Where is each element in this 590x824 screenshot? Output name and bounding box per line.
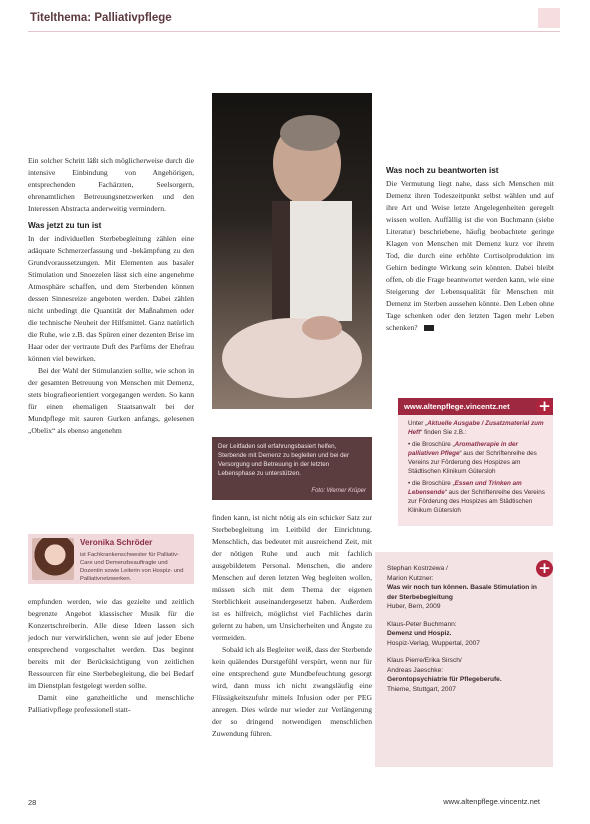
- literature-box: [375, 552, 553, 767]
- lit-title: Demenz und Hospiz.: [387, 630, 452, 637]
- footer-url[interactable]: www.altenpflege.vincentz.net: [443, 797, 540, 806]
- paragraph-text: Die Vermutung liegt nahe, dass sich Menschen mit Demenz ihren Todeszeitpunkt selbst wählen und auf ihre Art und Weise letzte Angelegenheiten geregelt wissen wollen. Auffällig ist die von Buchmann (siehe Literatur) beschriebene, häufig beobachtete geringe Klagen von Menschen mit Demenz kurz vor ihrem Tod, die durch eine erhöhte Cortisolproduktion im Gehirn bedingte Wirkung sein könnten. Dabei bleibt offen, ob die Frage beantwortet werden kann, wie eine Steigerung der Lebensqualität für Menschen mit Demenz im Sterben aussehen könnte. Den Leben ohne Tage schenken oder den letzten Tagen mehr Leben schenken?: [386, 179, 554, 332]
- photo-credit: Foto: Werner Krüper: [311, 488, 366, 494]
- item-highlight: Aromatherapie in der palliativen Pflege: [408, 441, 518, 457]
- literature-entry: [387, 620, 545, 649]
- paragraph: Sobald ich als Begleiter weiß, dass der Sterbende kein quälendes Durstgefühl verspürt, wenn nur für eine entsprechend gute Mundbefeuchtung gesorgt wird, dann muss ich nicht zwangsläufig eine Flüssigkeitszufuhr mittels Infusion oder per PEG anregen. Dies würde nur wieder zur Verlängerung der so dringend notwendigen menschlichen Zuwendung führen.: [212, 645, 372, 738]
- header-accent-block: [538, 8, 560, 28]
- literature-list: [375, 552, 553, 708]
- author-portrait: [32, 538, 74, 580]
- end-mark: [424, 325, 434, 331]
- column-2-bottom: [212, 512, 372, 740]
- list-item: [408, 440, 547, 476]
- column-1-top: [28, 155, 194, 437]
- paragraph: [386, 178, 554, 334]
- lit-publisher: Thieme, Stuttgart, 2007: [387, 685, 456, 693]
- item-text: Unter „: [408, 420, 428, 427]
- lit-author: Marion Kutzner:: [387, 574, 434, 582]
- item-text: • die Broschüre „: [408, 480, 455, 487]
- intro-paragraph: Ein solcher Schritt läßt sich möglicherweise durch die intensive Einbindung von Angehörigen, entsprechenden Fachärzten, Seelsorgern, ehrenamtlichen Betreuungsnetzwerken und den Interessen Abstracta anderweitig vermindern.: [28, 156, 194, 213]
- paragraph: empfunden werden, wie das gezielte und zeitlich begrenzte Angebot klassischer Musik für die Konzertschreiberin. Alle diese Ideen lassen sich jedoch nur verwirklichen, wenn sie auf jeder Ebene entsprechend vorgeschaltet werden. Das beginnt bereits mit der Berücksichtigung von zeitlichen Ressourcen für eine Sterbebegleitung, die bei Bedarf im Dienstplan festgelegt werden sollte.: [28, 597, 194, 690]
- page-header: [28, 8, 560, 32]
- paragraph: Bei der Wahl der Stimulanzien sollte, wie schon in der gesamten Betreuung von Menschen mit Demenz, stets biografieorientiert vorgegangen werden. So kann für einen ehemaligen Staatsanwalt bei der Mundpflege mit sauren Gurken anfangs, gelesenen „Obelix“ als ebenso angenehm: [28, 366, 194, 435]
- link-url[interactable]: www.altenpflege.vincentz.net: [398, 398, 553, 415]
- subheading-what-to-do: Was jetzt zu tun ist: [28, 221, 102, 230]
- paragraph: finden kann, ist nicht nötig als ein schicker Satz zur Sterbebegleitung im Leitbild der Einrichtung. Menschlich, das bedeutet mit ausreichend Zeit, mit der nötigen Ruhe und auch mit fachlich ausgebildetem Personal. Menschen, die andere Menschen auf deren letzten Weg begleiten wollen, müssen sich mit dem Thema der eigenen Sterblichkeit auseinandergesetzt haben. Außerdem ist es hilfreich, möglichst viel Fachliches darin gelernt zu haben, um Unsicherheiten und Ängste zu vermeiden.: [212, 513, 372, 642]
- item-text: “ finden Sie z.B.:: [420, 429, 467, 436]
- lit-author: Klaus Pierre/Erika Sirsch/: [387, 657, 462, 664]
- author-box: [28, 534, 194, 584]
- item-text: “ aus der Schriftenreihe des Vereins zur Förderung des Hospizes am Städtischen Klinikum Gütersloh: [408, 450, 537, 475]
- item-highlight: Essen und Trinken am Lebensende: [408, 480, 522, 496]
- list-item: [408, 419, 547, 437]
- photo-caption: [212, 437, 372, 500]
- online-extras-box: [398, 398, 553, 526]
- link-box-body: [398, 415, 553, 522]
- literature-entry: [387, 656, 545, 694]
- paragraph: In der individuellen Sterbebegleitung zählen eine adäquate Schmerzerfassung und -bekämpfung zu den Grundvoraussetzungen. Mit Elementen aus basaler Stimulation und Snoezelen lässt sich eine angenehme Atmosphäre schaffen, und dem Sterbenden können dessen Sinnesreize angeboten werden. Dabei zählen nicht unbedingt die Quantität der Maßnahmen oder die technische Neuheit der Hilfsmittel. Ganz natürlich die Ruhe, wie z.B. das Spüren einer dezenten Brise im Haar oder der vertraute Duft des Parfüms der Ehefrau können viel bewirken.: [28, 234, 194, 363]
- caption-text: Der Leitfaden soll erfahrungsbasiert helfen, Sterbende mit Demenz zu begleiten und bei der Versorgung und Betreuung in der letzten Lebensphase zu unterstützen.: [218, 443, 350, 477]
- page-number: 28: [28, 798, 37, 807]
- item-highlight: Aktuelle Ausgabe / Zusatzmaterial zum Heft: [408, 420, 544, 436]
- lit-author: Andreas Jaeschke:: [387, 666, 444, 674]
- paragraph: Damit eine ganzheitliche und menschliche Palliativpflege professionell statt-: [28, 693, 194, 714]
- lit-title: Gerontopsychiatrie für Pflegeberufe.: [387, 676, 502, 683]
- lit-publisher: Hospiz-Verlag, Wuppertal, 2007: [387, 639, 480, 647]
- section-title: Titelthema: Palliativpflege: [30, 12, 172, 24]
- item-text: • die Broschüre „: [408, 441, 455, 448]
- plus-icon: +: [536, 398, 553, 415]
- lit-title: Was wir noch tun können. Basale Stimulation in der Sterbebegleitung: [387, 584, 537, 601]
- lit-author: Stephan Kostrzewa /: [387, 565, 448, 572]
- column-1-bottom: [28, 596, 194, 716]
- author-name: Veronika Schröder: [80, 538, 153, 547]
- article-photo: [212, 93, 372, 409]
- photo-illustration: [212, 93, 372, 409]
- lit-publisher: Huber, Bern, 2009: [387, 603, 441, 610]
- plus-icon: +: [536, 560, 553, 577]
- item-text: “ aus der Schriftenreihe des Vereins zur Förderung des Hospizes am Städtischen Klinikum Gütersloh: [408, 489, 545, 514]
- lit-author: Klaus-Peter Buchmann:: [387, 620, 457, 628]
- list-item: [408, 479, 547, 515]
- literature-entry: [387, 564, 545, 612]
- author-bio: ist Fachkrankenschwester für Palliativ-Care und Demenzbeauftragte und Dozentin sowie Leiterin von Hospiz- und Palliativnetzwerken.: [80, 552, 184, 582]
- subheading-open-questions: Was noch zu beantworten ist: [386, 166, 499, 175]
- column-3-top: [386, 165, 554, 334]
